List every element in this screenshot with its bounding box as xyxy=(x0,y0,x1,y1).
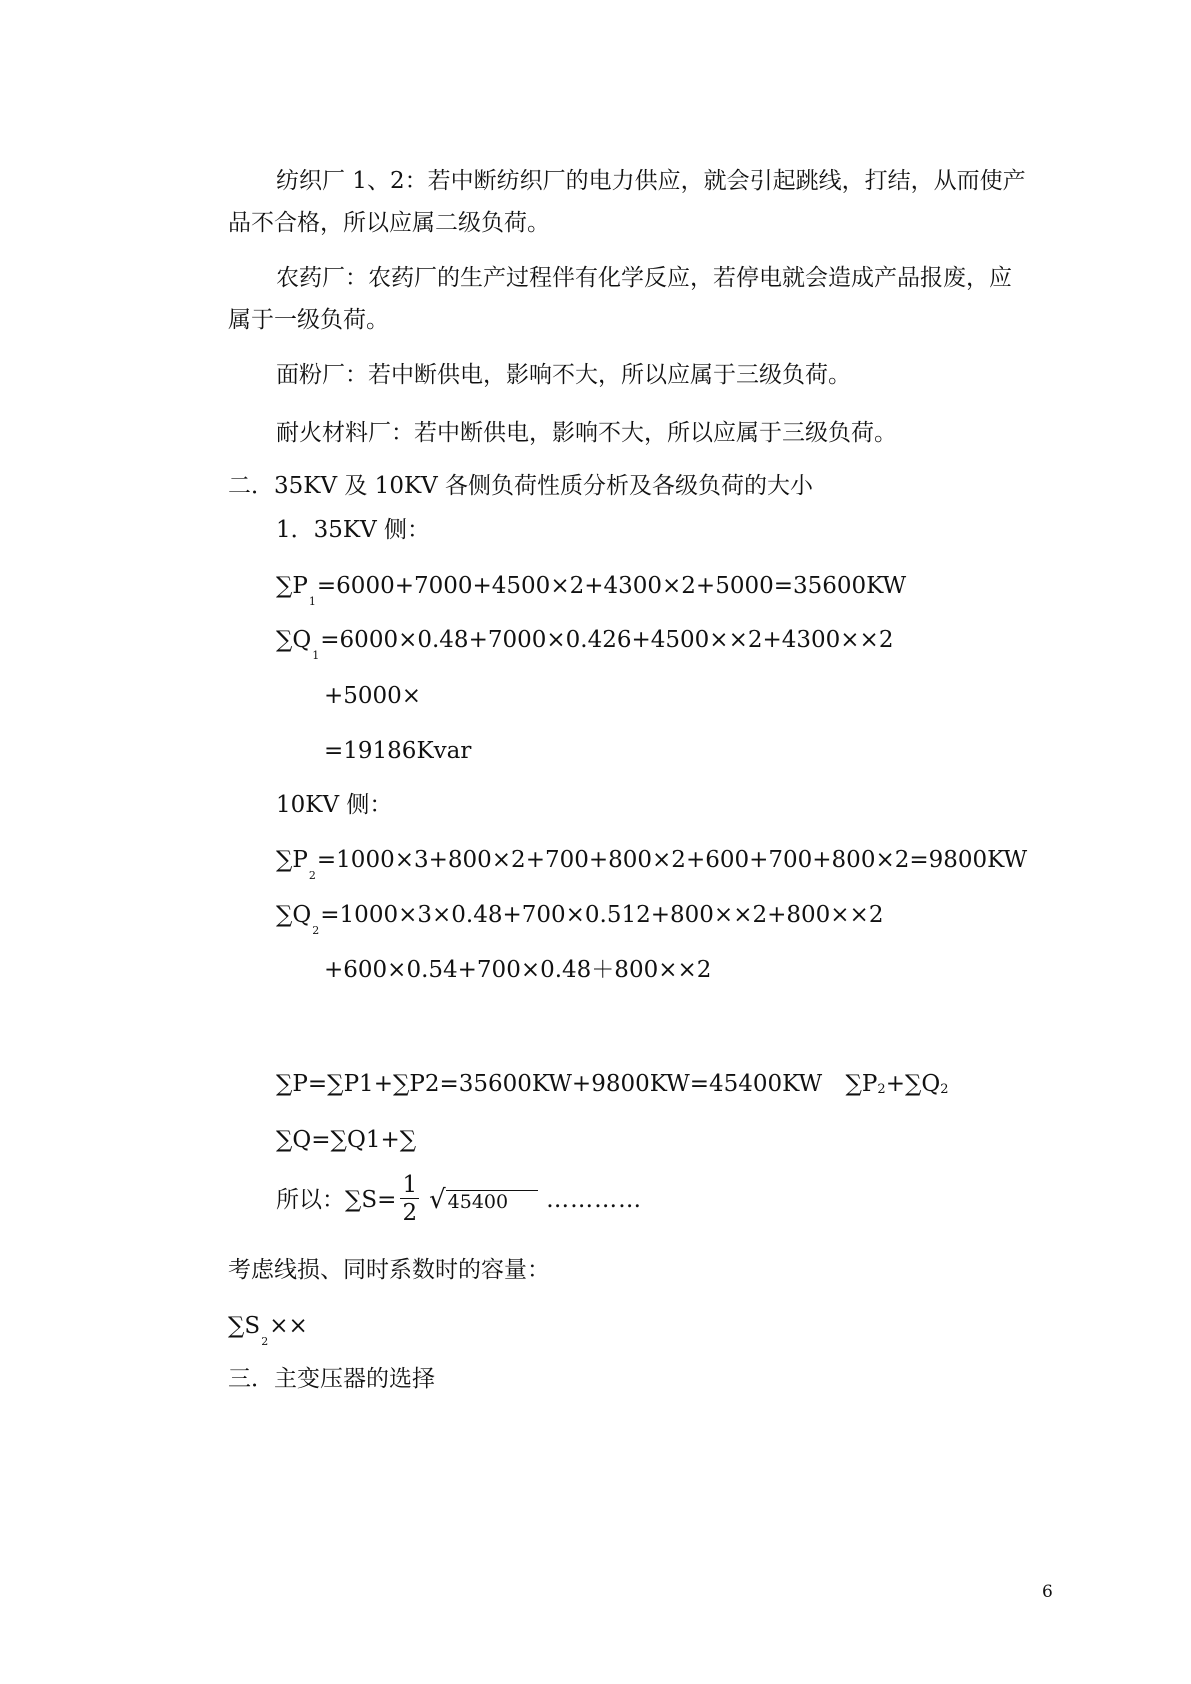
formula-sum-q1 xyxy=(276,625,894,662)
ellipsis: ………… xyxy=(546,1187,643,1213)
subheading-35kv: 1．35KV 侧： xyxy=(276,517,431,543)
formula-q1-result: =19186Kvar xyxy=(324,738,472,764)
square-root xyxy=(429,1172,538,1230)
fraction-numerator: 1 xyxy=(402,1171,418,1198)
formula-expression: =6000×0.48+7000×0.426+4500××2+4300××2 xyxy=(320,627,894,653)
formula-total-p xyxy=(276,1069,949,1103)
formula-expression: =1000×3+800×2+700+800×2+600+700+800×2=9800KW xyxy=(316,847,1028,873)
formula-expression: ×× xyxy=(269,1313,308,1339)
formula-sum-q2 xyxy=(276,900,884,937)
subscript: 1 xyxy=(312,649,320,662)
formula-symbol: ∑P xyxy=(276,573,308,599)
formula-expression: =6000+7000+4500×2+4300×2+5000=35600KW xyxy=(316,573,907,599)
page-number: 6 xyxy=(1042,1582,1053,1602)
formula-expression: =1000×3×0.48+700×0.512+800××2+800××2 xyxy=(320,902,884,928)
subscript: 2 xyxy=(312,924,320,937)
radicand: 45400 xyxy=(446,1190,538,1213)
section-3-heading: 三．主变压器的选择 xyxy=(228,1366,435,1392)
formula-label: 所以：∑S= xyxy=(276,1187,397,1213)
paragraph-refractory: 耐火材料厂：若中断供电，影响不大，所以应属于三级负荷。 xyxy=(276,420,897,446)
paragraph-pesticide-line2: 属于一级负荷。 xyxy=(228,307,389,333)
paragraph-textile-line2: 品不合格，所以应属二级负荷。 xyxy=(228,210,550,236)
formula-sum-p2 xyxy=(276,845,1028,882)
subscript: 2 xyxy=(261,1335,269,1348)
capacity-label: 考虑线损、同时系数时的容量： xyxy=(228,1257,550,1283)
formula-sum-p1 xyxy=(276,571,907,608)
formula-tail: ∑P xyxy=(845,1071,878,1097)
formula-symbol: ∑Q xyxy=(276,627,312,653)
formula-total-q: ∑Q=∑Q1+∑ xyxy=(276,1127,417,1153)
subscript: 2 xyxy=(877,1082,886,1097)
subscript: 2 xyxy=(940,1082,949,1097)
formula-total-s xyxy=(276,1172,642,1230)
paragraph-flour: 面粉厂：若中断供电，影响不大，所以应属于三级负荷。 xyxy=(276,362,851,388)
formula-tail: +∑Q xyxy=(885,1071,941,1097)
subscript: 1 xyxy=(308,595,316,608)
fraction-denominator: 2 xyxy=(402,1199,418,1226)
formula-symbol: ∑Q xyxy=(276,902,312,928)
formula-q2-continuation: +600×0.54+700×0.48＋800××2 xyxy=(324,957,712,983)
section-2-heading: 二．35KV 及 10KV 各侧负荷性质分析及各级负荷的大小 xyxy=(228,473,814,499)
formula-symbol: ∑P xyxy=(276,847,308,873)
formula-symbol: ∑S xyxy=(228,1313,261,1339)
paragraph-pesticide-line1: 农药厂：农药厂的生产过程伴有化学反应，若停电就会造成产品报废，应 xyxy=(276,265,1012,291)
fraction xyxy=(400,1172,419,1227)
subscript: 2 xyxy=(308,869,316,882)
paragraph-textile-line1: 纺织厂 1、2：若中断纺织厂的电力供应，就会引起跳线，打结，从而使产 xyxy=(276,168,1026,194)
formula-expression: ∑P=∑P1+∑P2=35600KW+9800KW=45400KW xyxy=(276,1071,823,1097)
radical-sign: √ xyxy=(429,1185,446,1215)
subheading-10kv: 10KV 侧： xyxy=(276,792,393,818)
formula-q1-continuation-1: +5000× xyxy=(324,683,422,709)
formula-s2 xyxy=(228,1311,308,1348)
